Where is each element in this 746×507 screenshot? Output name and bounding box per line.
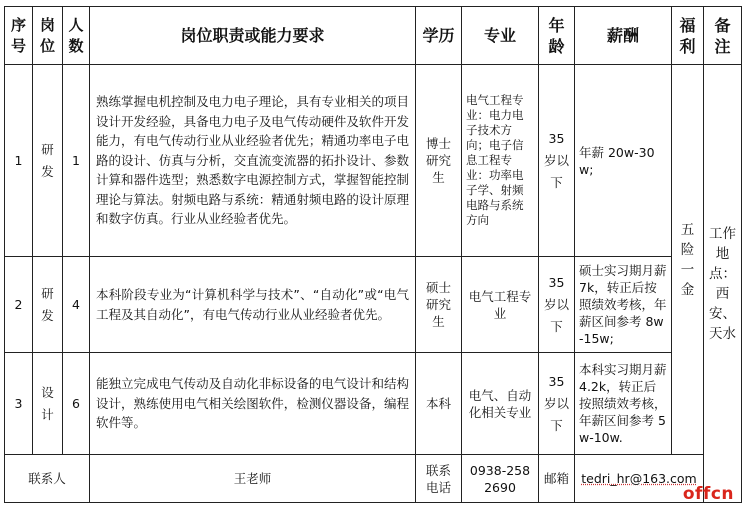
email-link[interactable]: tedri_hr@163.com <box>581 471 697 486</box>
header-remarks: 备注 <box>704 7 742 65</box>
phone-value: 0938-2582690 <box>462 455 539 503</box>
header-duties: 岗位职责或能力要求 <box>90 7 416 65</box>
header-salary: 薪酬 <box>575 7 672 65</box>
row-position: 研发 <box>33 65 63 257</box>
row-seq: 3 <box>5 353 33 455</box>
table-row <box>5 257 742 353</box>
row-count: 1 <box>63 65 90 257</box>
row-education: 博士研究生 <box>416 65 462 257</box>
row-duties: 能独立完成电气传动及自动化非标设备的电气设计和结构设计，熟练使用电气相关绘图软件，检测仪器设备，编程软件等。 <box>90 353 416 455</box>
row-major: 电气、自动化相关专业 <box>462 353 539 455</box>
row-position: 研发 <box>33 257 63 353</box>
row-duties: 本科阶段专业为“计算机科学与技术”、“自动化”或“电气工程及其自动化”，有电气传动行业从业经验者优先。 <box>90 257 416 353</box>
header-seq: 序号 <box>5 7 33 65</box>
row-age: 35岁以下 <box>539 65 575 257</box>
header-position: 岗位 <box>33 7 63 65</box>
contact-label: 联系人 <box>5 455 90 503</box>
table-row <box>5 65 742 257</box>
header-count: 人数 <box>63 7 90 65</box>
header-education: 学历 <box>416 7 462 65</box>
contact-row <box>5 455 742 503</box>
table-row <box>5 353 742 455</box>
phone-label: 联系电话 <box>416 455 462 503</box>
email-label: 邮箱 <box>539 455 575 503</box>
row-duties: 熟练掌握电机控制及电力电子理论，具有专业相关的项目设计开发经验，具备电力电子及电气传动硬件及软件开发能力，有电气传动行业从业经验者优先；精通功率电子电路的设计、仿真与分析，交直流变流器的拓扑设计、参数计算和器件选型；熟悉数字电源控制方式，掌握智能控制理论与算法。射频电路与系统：精通射频电路的设计原理和数字仿真。行业从业经验者优先。 <box>90 65 416 257</box>
welfare-cell: 五险一金 <box>672 65 704 455</box>
row-age: 35岁以下 <box>539 257 575 353</box>
row-count: 6 <box>63 353 90 455</box>
row-major: 电气工程专业：电力电子技术方向；电子信息工程专业：功率电子学、射频电路与系统方向 <box>462 65 539 257</box>
row-salary: 年薪 20w-30w; <box>575 65 672 257</box>
row-education: 硕士研究生 <box>416 257 462 353</box>
header-major: 专业 <box>462 7 539 65</box>
row-age: 35岁以下 <box>539 353 575 455</box>
row-education: 本科 <box>416 353 462 455</box>
row-seq: 2 <box>5 257 33 353</box>
row-count: 4 <box>63 257 90 353</box>
header-welfare: 福利 <box>672 7 704 65</box>
watermark-logo: offcn <box>682 484 734 504</box>
recruitment-table <box>4 6 742 503</box>
row-salary: 本科实习期月薪 4.2k，转正后按照绩效考核，年薪区间参考 5w-10w. <box>575 353 672 455</box>
row-position: 设计 <box>33 353 63 455</box>
row-seq: 1 <box>5 65 33 257</box>
contact-name: 王老师 <box>90 455 416 503</box>
header-age: 年龄 <box>539 7 575 65</box>
remarks-cell: 工作地点：西安、天水 <box>704 65 742 503</box>
row-salary: 硕士实习期月薪 7k，转正后按照绩效考核，年薪区间参考 8w-15w; <box>575 257 672 353</box>
header-row <box>5 7 742 65</box>
row-major: 电气工程专业 <box>462 257 539 353</box>
